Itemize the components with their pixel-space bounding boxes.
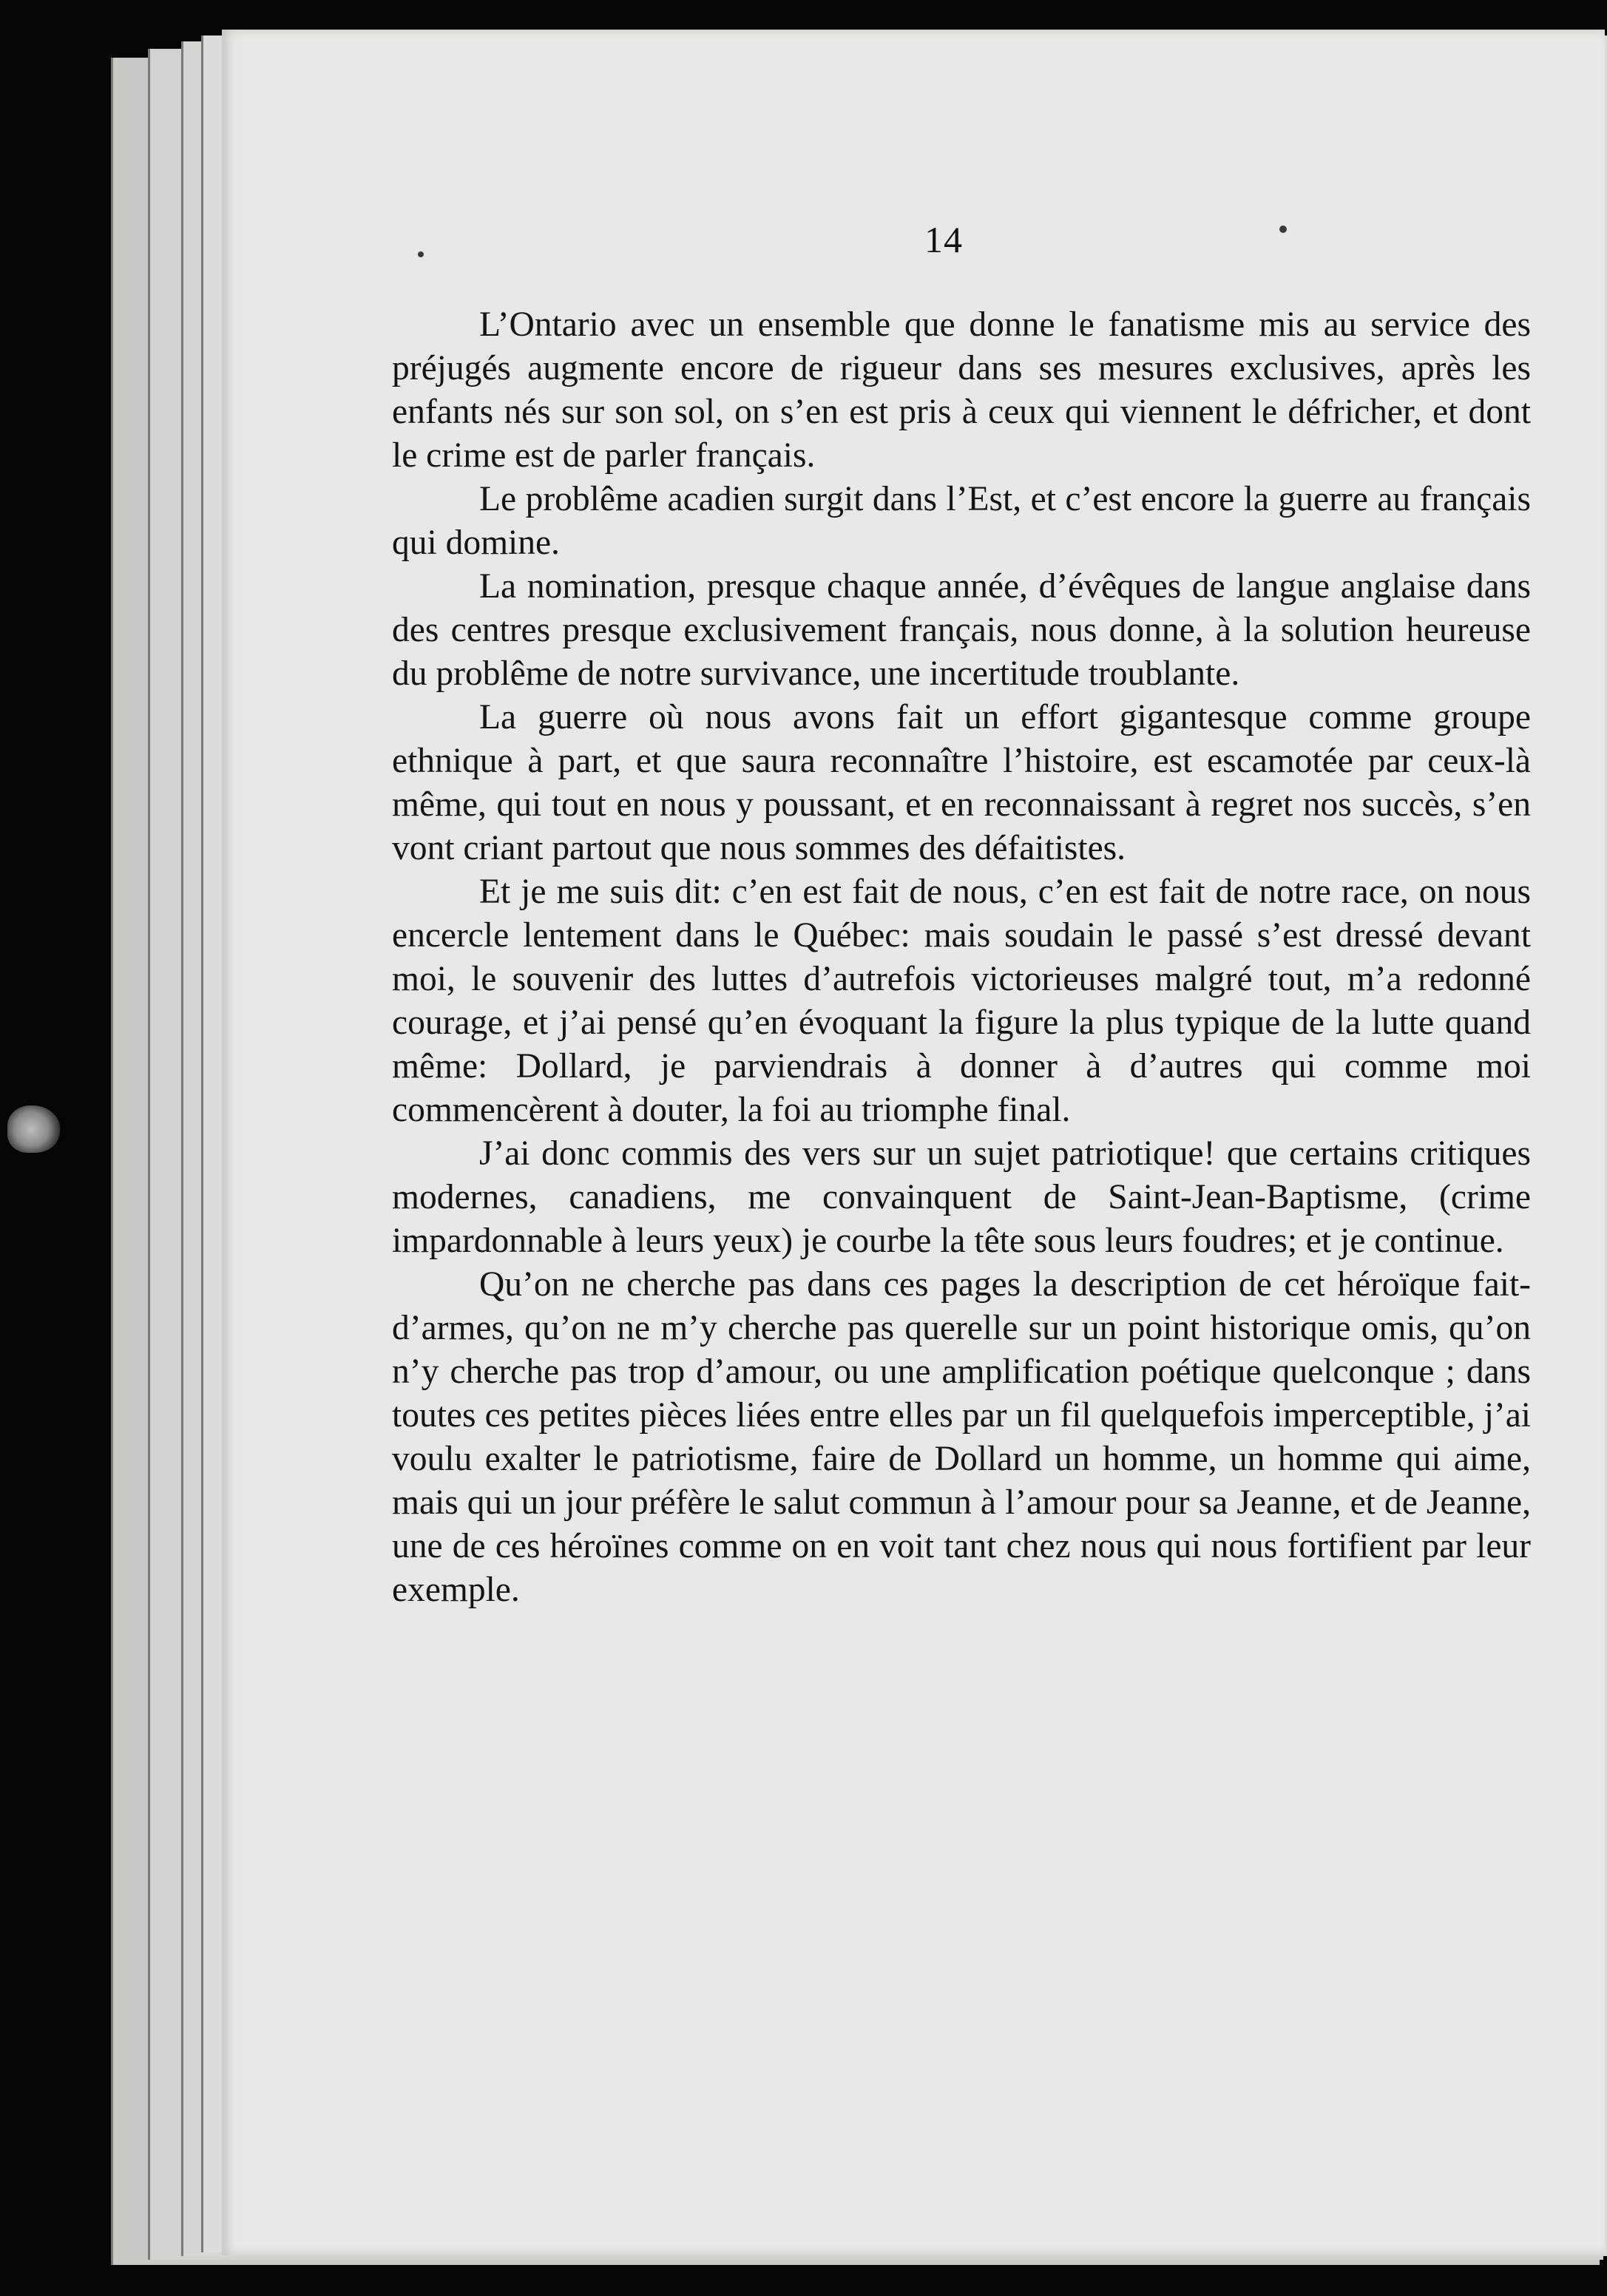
book-page — [222, 30, 1605, 2255]
dust-speck — [418, 251, 424, 257]
paragraph: Qu’on ne cherche pas dans ces pages la description de cet héroïque fait-d’armes, qu’on ne m’y cherche pas querelle sur un point historique omis, qu’on n’y cherche pas trop d’amour, ou une amplification poétique quelconque ; dans toutes ces petites pièces liées entre elles par un fil quelquefois imperceptible, j’ai voulu exalter le patriotisme, faire de Dollard un homme, un homme qui aime, mais qui un jour préfère le salut commun à l’amour pour sa Jeanne, et de Jeanne, une de ces héroïnes comme on en voit tant chez nous qui nous fortifient par leur exemple. — [392, 1265, 1531, 1609]
body-text — [392, 303, 1531, 1612]
ink-blot — [7, 1105, 61, 1153]
paragraph: La nomination, presque chaque année, d’évêques de langue anglaise dans des centres presque exclusivement français, nous donne, à la solution heureuse du problême de notre survivance, une incertitude troublante. — [392, 567, 1531, 693]
paragraph: Le problême acadien surgit dans l’Est, et c’est encore la guerre au français qui domine. — [392, 480, 1531, 562]
dust-speck — [1279, 226, 1287, 233]
page-number: 14 — [924, 219, 963, 260]
paragraph: L’Ontario avec un ensemble que donne le fanatisme mis au service des préjugés augmente encore de rigueur dans ses mesures exclusives, après les enfants nés sur son sol, on s’en est pris à ceux qui viennent le défricher, et dont le crime est de parler français. — [392, 305, 1531, 475]
paragraph: J’ai donc commis des vers sur un sujet patriotique! que certains critiques modernes, canadiens, me convainquent de Saint-Jean-Baptisme, (crime impardonnable à leurs yeux) je courbe la tête sous leurs foudres; et je continue. — [392, 1134, 1531, 1260]
paragraph: La guerre où nous avons fait un effort gigantesque comme groupe ethnique à part, et que saura reconnaître l’histoire, est escamotée par ceux-là même, qui tout en nous y poussant, et en reconnaissant à regret nos succès, s’en vont criant partout que nous sommes des défaitistes. — [392, 698, 1531, 867]
paragraph: Et je me suis dit: c’en est fait de nous, c’en est fait de notre race, on nous encercle lentement dans le Québec: mais soudain le passé s’est dressé devant moi, le souvenir des luttes d’autrefois victorieuses malgré tout, m’a redonné courage, et j’ai pensé qu’en évoquant la figure la plus typique de la lutte quand même: Dollard, je parviendrais à donner à d’autres qui comme moi commencèrent à douter, la foi au triomphe final. — [392, 873, 1531, 1129]
